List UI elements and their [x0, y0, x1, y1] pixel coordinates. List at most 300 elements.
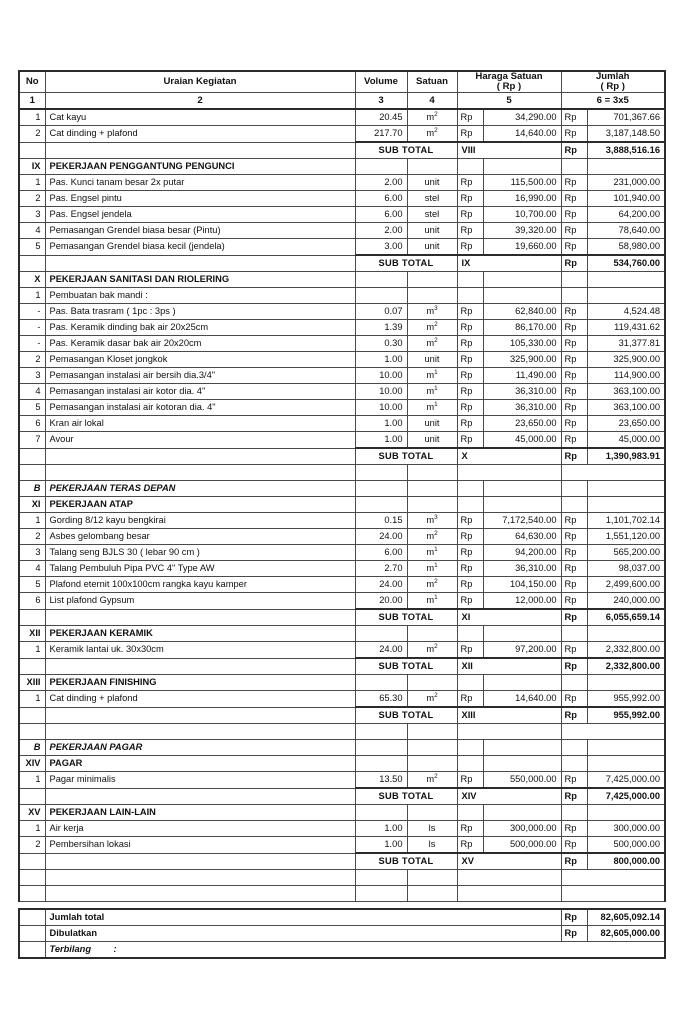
subtotal-label: SUB TOTAL [355, 142, 457, 159]
table-row [19, 837, 665, 854]
cell-uraian [45, 609, 355, 626]
subtotal-roman: XI [457, 609, 561, 626]
cell-no [19, 707, 45, 724]
cell-jumlah-value [587, 272, 665, 288]
table-row [19, 561, 665, 577]
cell-harga-currency: Rp [457, 320, 483, 336]
cell-satuan [407, 805, 457, 821]
table-header-number-row [19, 93, 665, 110]
cell-jumlah-currency: Rp [561, 821, 587, 837]
cell-harga-currency [457, 740, 483, 756]
cell-volume [355, 724, 407, 740]
cell-harga [457, 870, 561, 886]
cell-harga-currency: Rp [457, 126, 483, 143]
table-row [19, 191, 665, 207]
cell-harga-value [483, 740, 561, 756]
cell-jumlah-value: 240,000.00 [587, 593, 665, 610]
cell-no [19, 886, 45, 902]
cell-volume [355, 288, 407, 304]
dibulatkan-row [19, 926, 665, 942]
cell-harga-currency: Rp [457, 239, 483, 256]
rab-table [18, 70, 666, 959]
cell-satuan [407, 465, 457, 481]
cell-satuan: $m^1$ [407, 545, 457, 561]
cell-satuan [407, 626, 457, 642]
cell-jumlah-value: 7,425,000.00 [587, 772, 665, 789]
cell-uraian: Pembersihan lokasi [45, 837, 355, 854]
subtotal-roman: XIII [457, 707, 561, 724]
cell-harga-currency [457, 288, 483, 304]
cell-jumlah-currency [561, 288, 587, 304]
cell-harga-value: 11,490.00 [483, 368, 561, 384]
cell-jumlah-value [587, 497, 665, 513]
table-row [19, 642, 665, 659]
cell-uraian: List plafond Gypsum [45, 593, 355, 610]
cell-harga-currency: Rp [457, 513, 483, 529]
table-row [19, 288, 665, 304]
table-row [19, 384, 665, 400]
cell-harga-value: 105,330.00 [483, 336, 561, 352]
cell-volume: 3.00 [355, 239, 407, 256]
cell-satuan: $m^2$ [407, 772, 457, 789]
cell-harga-value: 45,000.00 [483, 432, 561, 449]
cell-satuan: $m^2$ [407, 642, 457, 659]
cell-no: XIII [19, 675, 45, 691]
cell-no: 6 [19, 416, 45, 432]
cell-volume [355, 675, 407, 691]
cell-volume [355, 481, 407, 497]
cell-no: XIV [19, 756, 45, 772]
cell-harga-value: 10,700.00 [483, 207, 561, 223]
cell-harga-currency: Rp [457, 577, 483, 593]
cell-volume: 0.30 [355, 336, 407, 352]
cell-jumlah-value: 4,524.48 [587, 304, 665, 320]
cell-harga-currency [457, 497, 483, 513]
cell-volume: 1.00 [355, 837, 407, 854]
cell-jumlah-currency: Rp [561, 432, 587, 449]
table-row [19, 207, 665, 223]
cell-harga-value: 39,320.00 [483, 223, 561, 239]
cell-jumlah-value: 565,200.00 [587, 545, 665, 561]
cell-uraian: Talang seng BJLS 30 ( lebar 90 cm ) [45, 545, 355, 561]
table-row [19, 175, 665, 191]
table-row [19, 545, 665, 561]
cell-harga-currency: Rp [457, 416, 483, 432]
cell-satuan: $m^1$ [407, 593, 457, 610]
budget-sheet [18, 70, 664, 959]
cell-jumlah-currency: Rp [561, 336, 587, 352]
cell-harga-value: 86,170.00 [483, 320, 561, 336]
cell-satuan: $m^2$ [407, 336, 457, 352]
cell-jumlah-currency [561, 159, 587, 175]
subtotal-row [19, 658, 665, 675]
cell-uraian: Kran air lokal [45, 416, 355, 432]
jumlah-total-row [19, 909, 665, 926]
subtotal-roman: XIV [457, 788, 561, 805]
cell-volume: 10.00 [355, 368, 407, 384]
cell-jumlah-currency: Rp [561, 561, 587, 577]
cell-no: 5 [19, 400, 45, 416]
cell-satuan [407, 870, 457, 886]
cell-satuan [407, 740, 457, 756]
cell-jumlah-value [587, 481, 665, 497]
cell-uraian: PEKERJAAN SANITASI DAN RIOLERING [45, 272, 355, 288]
cell-uraian: Asbes gelombang besar [45, 529, 355, 545]
cell-harga-value: 64,630.00 [483, 529, 561, 545]
section-header-row [19, 626, 665, 642]
dibulatkan-label: Dibulatkan [45, 926, 561, 942]
cell-jumlah-value: 64,200.00 [587, 207, 665, 223]
cell-volume [355, 886, 407, 902]
cell-harga-currency: Rp [457, 336, 483, 352]
cell-jumlah-currency [561, 740, 587, 756]
cell-jumlah-currency [561, 626, 587, 642]
cell-uraian: PEKERJAAN TERAS DEPAN [45, 481, 355, 497]
subtotal-value: 6,055,659.14 [587, 609, 665, 626]
cell-volume: 20.45 [355, 109, 407, 126]
terbilang-label: Terbilang : [45, 942, 665, 959]
cell-harga [457, 886, 561, 902]
spacer-row [19, 886, 665, 902]
cell-jumlah-value: 1,551,120.00 [587, 529, 665, 545]
cell-no: 4 [19, 561, 45, 577]
cell-harga-value: 94,200.00 [483, 545, 561, 561]
cell-satuan: $m^1$ [407, 368, 457, 384]
cell-uraian: Cat dinding + plafond [45, 691, 355, 708]
cell-no: 1 [19, 691, 45, 708]
cell-jumlah-value: 23,650.00 [587, 416, 665, 432]
cell-no [19, 142, 45, 159]
table-row [19, 577, 665, 593]
cell-volume: 0.07 [355, 304, 407, 320]
cell-harga-currency: Rp [457, 432, 483, 449]
cell-jumlah [561, 870, 665, 886]
header-satuan: Satuan [407, 71, 457, 93]
dibulatkan-currency: Rp [561, 926, 587, 942]
cell-harga-value: 23,650.00 [483, 416, 561, 432]
cell-harga-value: 36,310.00 [483, 561, 561, 577]
section-header-row [19, 756, 665, 772]
table-row [19, 821, 665, 837]
cell-no [19, 853, 45, 870]
cell-volume: 24.00 [355, 642, 407, 659]
cell-volume: 2.70 [355, 561, 407, 577]
cell-satuan [407, 675, 457, 691]
table-row [19, 513, 665, 529]
cell-no: 5 [19, 577, 45, 593]
subtotal-label: SUB TOTAL [355, 255, 457, 272]
cell-uraian: Pas. Engsel pintu [45, 191, 355, 207]
header-harga-satuan: Haraga Satuan ( Rp ) [457, 71, 561, 93]
cell-volume [355, 756, 407, 772]
cell-no [19, 465, 45, 481]
cell-satuan: unit [407, 352, 457, 368]
cell-harga-currency: Rp [457, 191, 483, 207]
cell-jumlah-value [587, 626, 665, 642]
cell-uraian: Pemasangan Kloset jongkok [45, 352, 355, 368]
subtotal-label: SUB TOTAL [355, 609, 457, 626]
cell-uraian: Pagar minimalis [45, 772, 355, 789]
cell-satuan: $m^3$ [407, 513, 457, 529]
cell-harga-currency: Rp [457, 384, 483, 400]
cell-volume [355, 497, 407, 513]
subtotal-roman: XII [457, 658, 561, 675]
cell-jumlah-currency: Rp [561, 223, 587, 239]
cell-no [19, 658, 45, 675]
table-row [19, 432, 665, 449]
cell-harga-currency [457, 756, 483, 772]
subtotal-label: SUB TOTAL [355, 788, 457, 805]
subtotal-row [19, 853, 665, 870]
header-no: No [19, 71, 45, 93]
cell-harga-value [483, 626, 561, 642]
cell-satuan: $m^1$ [407, 384, 457, 400]
cell-volume: 6.00 [355, 545, 407, 561]
cell-volume: 1.00 [355, 416, 407, 432]
cell-uraian: PEKERJAAN PENGGANTUNG PENGUNCI [45, 159, 355, 175]
cell-jumlah-value: 2,499,600.00 [587, 577, 665, 593]
cell-harga-value: 34,290.00 [483, 109, 561, 126]
cell-satuan [407, 724, 457, 740]
subtotal-value: 534,760.00 [587, 255, 665, 272]
cell-uraian: PEKERJAAN LAIN-LAIN [45, 805, 355, 821]
cell-volume: 20.00 [355, 593, 407, 610]
subtotal-row [19, 255, 665, 272]
cell-jumlah-currency: Rp [561, 352, 587, 368]
cell-jumlah-value: 114,900.00 [587, 368, 665, 384]
cell-uraian: Avour [45, 432, 355, 449]
section-header-row [19, 805, 665, 821]
table-row [19, 691, 665, 708]
cell-volume [355, 805, 407, 821]
cell-uraian: PEKERJAAN ATAP [45, 497, 355, 513]
cell-no: IX [19, 159, 45, 175]
cell-volume: 2.00 [355, 175, 407, 191]
cell-no [19, 448, 45, 465]
table-row [19, 109, 665, 126]
terbilang-row [19, 942, 665, 959]
subtotal-currency: Rp [561, 853, 587, 870]
cell-jumlah-value: 363,100.00 [587, 384, 665, 400]
cell-harga-value: 14,640.00 [483, 126, 561, 143]
cell-uraian: Keramik lantai uk. 30x30cm [45, 642, 355, 659]
cell-harga-currency [457, 481, 483, 497]
cell-satuan: unit [407, 239, 457, 256]
subtotal-currency: Rp [561, 788, 587, 805]
cell-no: 3 [19, 545, 45, 561]
cell-no [19, 255, 45, 272]
cell-jumlah-currency: Rp [561, 304, 587, 320]
cell-jumlah-currency: Rp [561, 368, 587, 384]
cell-no: - [19, 304, 45, 320]
cell-harga-value [483, 159, 561, 175]
subtotal-currency: Rp [561, 658, 587, 675]
cell-harga-currency: Rp [457, 642, 483, 659]
section-header-row [19, 675, 665, 691]
cell-volume: 2.00 [355, 223, 407, 239]
cell-satuan: $m^2$ [407, 320, 457, 336]
cell-satuan: unit [407, 223, 457, 239]
cell-harga-currency: Rp [457, 109, 483, 126]
cell-jumlah-value [587, 159, 665, 175]
cell-harga-value [483, 497, 561, 513]
cell-jumlah [561, 886, 665, 902]
cell-jumlah-currency [561, 805, 587, 821]
header-num-volume: 3 [355, 93, 407, 110]
cell-satuan [407, 288, 457, 304]
table-row [19, 400, 665, 416]
cell-volume [355, 870, 407, 886]
subtotal-currency: Rp [561, 255, 587, 272]
cell-volume: 24.00 [355, 577, 407, 593]
cell-jumlah-value: 101,940.00 [587, 191, 665, 207]
cell-jumlah-currency: Rp [561, 837, 587, 854]
cell-volume: 1.00 [355, 821, 407, 837]
cell-jumlah-currency: Rp [561, 593, 587, 610]
cell-jumlah-value [587, 740, 665, 756]
cell-satuan: $m^2$ [407, 126, 457, 143]
cell-satuan: ls [407, 821, 457, 837]
cell-harga-currency [457, 805, 483, 821]
cell-satuan [407, 481, 457, 497]
cell-harga-currency: Rp [457, 223, 483, 239]
cell-harga-currency [457, 675, 483, 691]
cell-jumlah-value: 701,367.66 [587, 109, 665, 126]
header-num-harga: 5 [457, 93, 561, 110]
cell-harga-currency: Rp [457, 837, 483, 854]
cell-harga-value [483, 756, 561, 772]
table-row [19, 126, 665, 143]
cell-satuan: $m^1$ [407, 561, 457, 577]
cell-satuan [407, 886, 457, 902]
cell-no: 1 [19, 513, 45, 529]
subtotal-row [19, 448, 665, 465]
cell-uraian: Pemasangan instalasi air bersih dia.3/4" [45, 368, 355, 384]
cell-harga [457, 724, 561, 740]
cell-harga-currency [457, 159, 483, 175]
cell-uraian: Pemasangan instalasi air kotor dia. 4" [45, 384, 355, 400]
totals-separator [19, 902, 665, 910]
cell-harga-currency: Rp [457, 545, 483, 561]
cell-harga-value: 550,000.00 [483, 772, 561, 789]
cell-uraian: Pembuatan bak mandi : [45, 288, 355, 304]
cell-satuan: unit [407, 175, 457, 191]
cell-jumlah-currency: Rp [561, 529, 587, 545]
cell-harga-currency [457, 626, 483, 642]
cell-no: XII [19, 626, 45, 642]
jumlah-total-label: Jumlah total [45, 909, 561, 926]
cell-jumlah-currency [561, 756, 587, 772]
cell-volume: 6.00 [355, 207, 407, 223]
spacer-row [19, 724, 665, 740]
header-num-uraian: 2 [45, 93, 355, 110]
subtotal-currency: Rp [561, 609, 587, 626]
cell-jumlah-currency [561, 497, 587, 513]
cell-no: - [19, 336, 45, 352]
table-row [19, 352, 665, 368]
cell-harga-currency: Rp [457, 821, 483, 837]
cell-no [19, 609, 45, 626]
cell-no: 2 [19, 126, 45, 143]
cell-uraian [45, 448, 355, 465]
section-header-row [19, 497, 665, 513]
cell-no: X [19, 272, 45, 288]
cell-no: 1 [19, 175, 45, 191]
cell-jumlah [561, 465, 665, 481]
cell-harga-currency: Rp [457, 304, 483, 320]
jumlah-total-value: 82,605,092.14 [587, 909, 665, 926]
table-row [19, 529, 665, 545]
cell-harga-value: 16,990.00 [483, 191, 561, 207]
cell-harga-value [483, 288, 561, 304]
cell-volume: 10.00 [355, 384, 407, 400]
cell-satuan: stel [407, 191, 457, 207]
cell-no: - [19, 320, 45, 336]
cell-jumlah-currency: Rp [561, 642, 587, 659]
cell-harga-value: 104,150.00 [483, 577, 561, 593]
cell-jumlah-currency: Rp [561, 320, 587, 336]
subtotal-roman: X [457, 448, 561, 465]
cell-volume [355, 626, 407, 642]
cell-harga-value: 7,172,540.00 [483, 513, 561, 529]
table-row [19, 593, 665, 610]
cell-no [19, 926, 45, 942]
table-row [19, 239, 665, 256]
cell-harga-currency: Rp [457, 352, 483, 368]
cell-jumlah-currency: Rp [561, 513, 587, 529]
subtotal-label: SUB TOTAL [355, 853, 457, 870]
subtotal-roman: VIII [457, 142, 561, 159]
table-row [19, 336, 665, 352]
cell-volume: 6.00 [355, 191, 407, 207]
subtotal-value: 2,332,800.00 [587, 658, 665, 675]
table-row [19, 304, 665, 320]
cell-uraian [45, 255, 355, 272]
cell-no: 3 [19, 207, 45, 223]
cell-uraian [45, 724, 355, 740]
subtotal-row [19, 609, 665, 626]
cell-no: 7 [19, 432, 45, 449]
cell-harga-currency: Rp [457, 772, 483, 789]
cell-harga-value [483, 675, 561, 691]
cell-uraian [45, 886, 355, 902]
cell-harga-currency: Rp [457, 175, 483, 191]
subtotal-currency: Rp [561, 142, 587, 159]
cell-uraian [45, 853, 355, 870]
cell-no: 1 [19, 821, 45, 837]
cell-satuan [407, 497, 457, 513]
header-num-no: 1 [19, 93, 45, 110]
cell-uraian: PEKERJAAN FINISHING [45, 675, 355, 691]
cell-harga-currency: Rp [457, 529, 483, 545]
subtotal-value: 955,992.00 [587, 707, 665, 724]
cell-jumlah-value: 363,100.00 [587, 400, 665, 416]
subtotal-label: SUB TOTAL [355, 707, 457, 724]
cell-jumlah-currency: Rp [561, 109, 587, 126]
cell-uraian [45, 658, 355, 675]
cell-volume [355, 465, 407, 481]
cell-volume [355, 272, 407, 288]
cell-harga-value: 325,900.00 [483, 352, 561, 368]
table-row [19, 772, 665, 789]
cell-jumlah-value: 45,000.00 [587, 432, 665, 449]
cell-no: B [19, 481, 45, 497]
cell-no: 2 [19, 837, 45, 854]
cell-no: 2 [19, 529, 45, 545]
cell-no: 1 [19, 288, 45, 304]
cell-satuan: unit [407, 432, 457, 449]
cell-harga-value: 500,000.00 [483, 837, 561, 854]
